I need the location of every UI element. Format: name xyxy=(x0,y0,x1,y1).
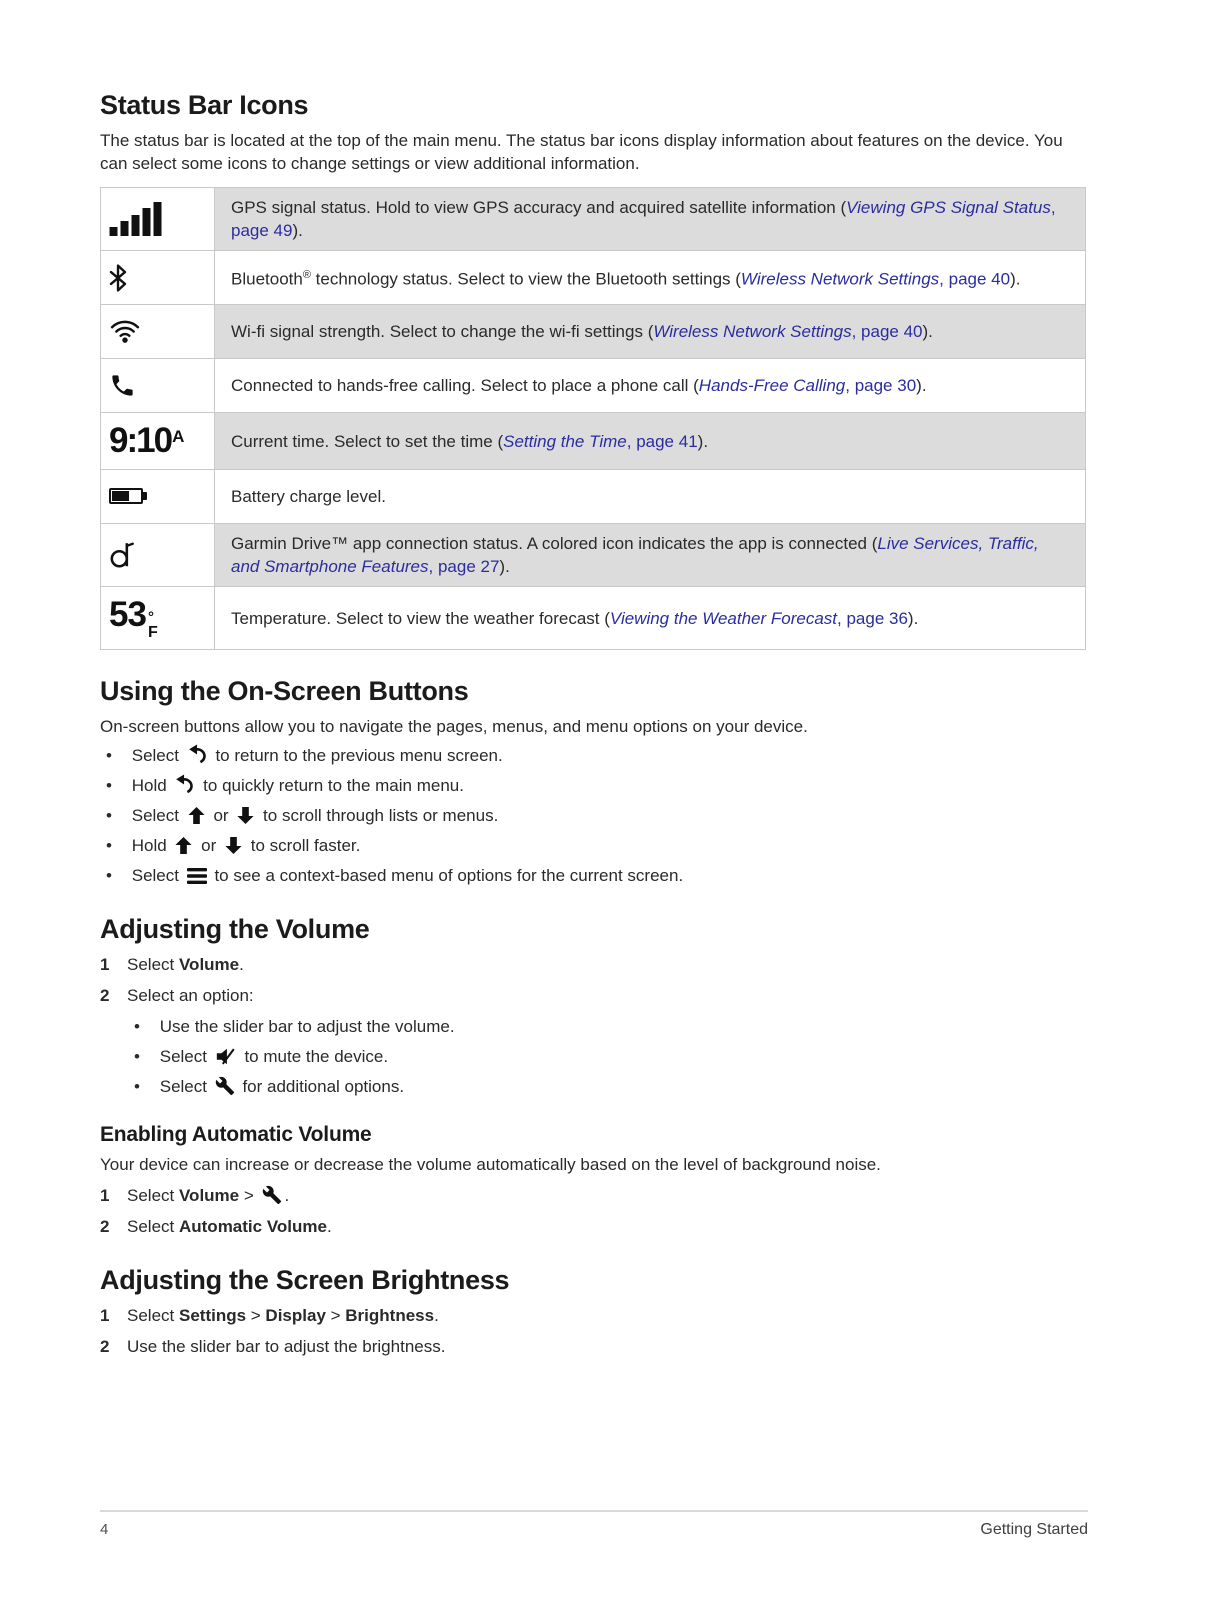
gps-signal-icon xyxy=(101,188,215,251)
temperature-row-text: Temperature. Select to view the weather forecast (Viewing the Weather Forecast, page 36). xyxy=(215,587,1086,650)
table-row-battery xyxy=(101,470,1086,524)
heading-enabling-automatic-volume: Enabling Automatic Volume xyxy=(100,1123,372,1146)
wrench-icon xyxy=(262,1185,282,1205)
table-row-temperature xyxy=(101,587,1086,650)
heading-adjusting-volume: Adjusting the Volume xyxy=(100,914,370,944)
up-arrow-icon xyxy=(187,806,206,825)
step-item: 2 Select Automatic Volume. xyxy=(100,1217,332,1236)
on-screen-bullet-list xyxy=(100,744,1086,888)
automatic-volume-intro: Your device can increase or decrease the volume automatically based on the level of background noise. xyxy=(100,1155,881,1174)
garmin-drive-row-text: Garmin Drive™ app connection status. A colored icon indicates the app is connected (Live Services, Traffic, and Smartphone Features, page 27). xyxy=(215,524,1086,587)
table-row-gps xyxy=(101,188,1086,251)
link-setting-the-time[interactable]: Setting the Time, page 41 xyxy=(503,431,698,451)
current-time-icon: 9:10A xyxy=(101,413,215,470)
list-item: • Select to see a context-based menu of options for the current screen. xyxy=(100,864,1086,888)
status-bar-icons-table xyxy=(100,187,1086,650)
temperature-icon: 53 ° F xyxy=(101,587,215,650)
link-hands-free-calling[interactable]: Hands-Free Calling, page 30 xyxy=(698,376,917,395)
up-arrow-icon xyxy=(174,836,193,855)
volume-sub-list xyxy=(100,1015,1086,1099)
list-item: • Select to return to the previous menu screen. xyxy=(100,744,1086,768)
down-arrow-icon xyxy=(224,836,243,855)
step-item: 1 Select Volume > . xyxy=(100,1186,290,1205)
heading-on-screen-buttons: Using the On-Screen Buttons xyxy=(100,676,469,706)
step-item: 2 Use the slider bar to adjust the brightness. xyxy=(100,1337,446,1356)
status-bar-intro: The status bar is located at the top of the main menu. The status bar icons display information about features on the device. You can select some icons to change settings or view additional information. xyxy=(100,131,1063,173)
back-arrow-icon xyxy=(187,744,208,765)
table-row-garmin-drive xyxy=(101,524,1086,587)
wifi-icon xyxy=(101,305,215,359)
step-item: 2 Select an option: xyxy=(100,986,254,1005)
battery-icon xyxy=(101,470,215,524)
page-footer xyxy=(100,1510,1088,1539)
heading-status-bar-icons: Status Bar Icons xyxy=(100,90,309,120)
footer-section-title: Getting Started xyxy=(980,1521,1088,1538)
link-live-services-traffic[interactable]: Live Services, Traffic, and Smartphone Features, page 27 xyxy=(231,534,1039,576)
wrench-icon xyxy=(215,1076,235,1096)
table-row-phone xyxy=(101,359,1086,413)
document-page xyxy=(100,0,1086,1366)
menu-icon xyxy=(187,867,207,885)
list-item: • Select for additional options. xyxy=(100,1075,1086,1099)
link-wireless-network-settings[interactable]: Wireless Network Settings, page 40 xyxy=(740,269,1011,289)
phone-icon xyxy=(101,359,215,413)
bluetooth-icon xyxy=(101,251,215,305)
gps-row-text: GPS signal status. Hold to view GPS accuracy and acquired satellite information (Viewing GPS Signal Status, page 49). xyxy=(215,188,1086,251)
table-row-time xyxy=(101,413,1086,470)
step-item: 1 Select Settings > Display > Brightness. xyxy=(100,1306,439,1325)
list-item: • Hold to quickly return to the main menu. xyxy=(100,774,1086,798)
list-item: • Select to mute the device. xyxy=(100,1045,1086,1069)
link-viewing-weather-forecast[interactable]: Viewing the Weather Forecast, page 36 xyxy=(609,608,908,628)
down-arrow-icon xyxy=(236,806,255,825)
step-item: 1 Select Volume. xyxy=(100,955,244,974)
list-item: • Hold or to scroll faster. xyxy=(100,834,1086,858)
bluetooth-row-text: Bluetooth® technology status. Select to view the Bluetooth settings (Wireless Network Settings, page 40). xyxy=(215,251,1086,305)
table-row-bluetooth xyxy=(101,251,1086,305)
on-screen-intro: On-screen buttons allow you to navigate the pages, menus, and menu options on your device. xyxy=(100,717,808,736)
mute-icon xyxy=(215,1047,237,1066)
page-number: 4 xyxy=(100,1521,109,1538)
list-item: • Select or to scroll through lists or menus. xyxy=(100,804,1086,828)
time-row-text: Current time. Select to set the time (Setting the Time, page 41). xyxy=(215,413,1086,470)
garmin-drive-icon xyxy=(101,524,215,587)
wifi-row-text: Wi-fi signal strength. Select to change the wi-fi settings (Wireless Network Settings, page 40). xyxy=(215,305,1086,359)
battery-row-text: Battery charge level. xyxy=(215,470,1086,524)
link-viewing-gps-signal-status[interactable]: Viewing GPS Signal Status, page 49 xyxy=(231,198,1056,240)
table-row-wifi xyxy=(101,305,1086,359)
list-item: • Use the slider bar to adjust the volume. xyxy=(100,1015,1086,1039)
link-wireless-network-settings-2[interactable]: Wireless Network Settings, page 40 xyxy=(653,322,923,341)
registered-mark: ® xyxy=(302,269,311,282)
back-arrow-icon xyxy=(174,774,195,795)
phone-row-text: Connected to hands-free calling. Select to place a phone call (Hands-Free Calling, page 30). xyxy=(215,359,1086,413)
heading-adjusting-screen-brightness: Adjusting the Screen Brightness xyxy=(100,1265,510,1295)
